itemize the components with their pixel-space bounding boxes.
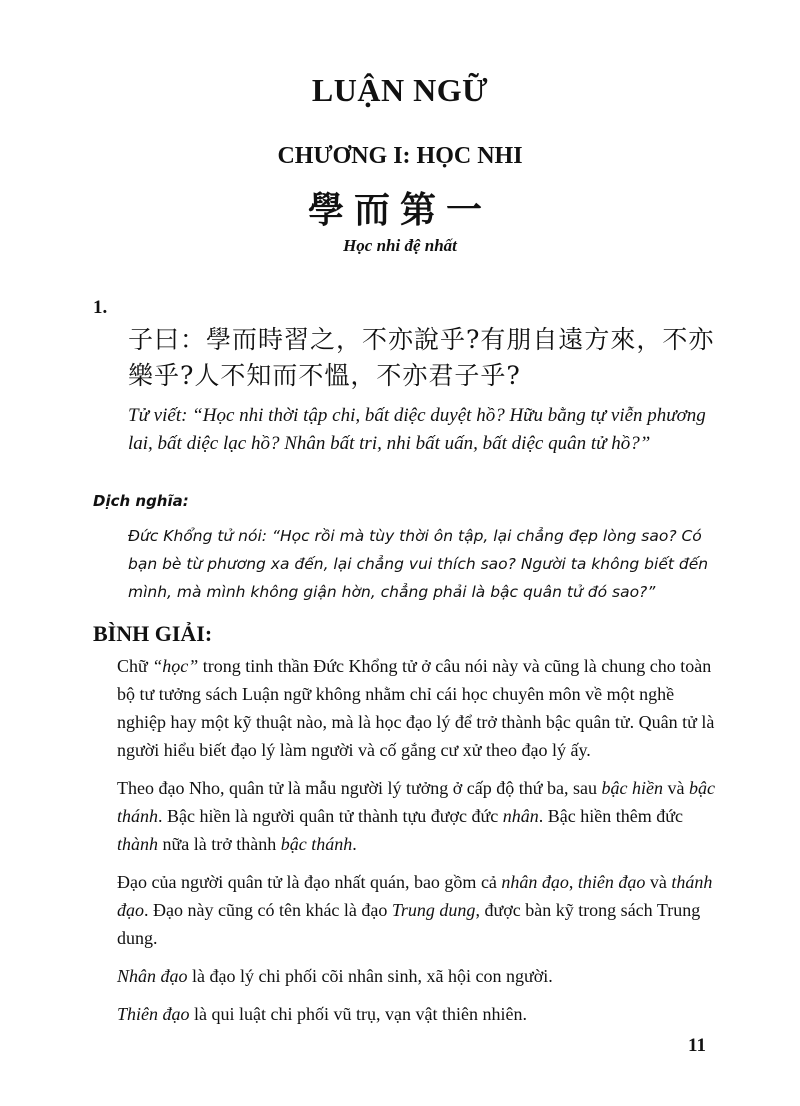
commentary-heading: BÌNH GIẢI: bbox=[93, 621, 213, 646]
chapter-title: CHƯƠNG I: HỌC NHI bbox=[277, 143, 523, 169]
verse-transliteration: Tử viết: “Học nhi thời tập chi, bất diệc duyệt hồ? Hữu bằng tự viễn phương lai, bất diệc lạc hồ? Nhân bất tri, nhi bất uấn, bất diệc quân tử hồ?” bbox=[128, 405, 706, 454]
verse-hanzi-line: 樂乎?人不知而不慍，不亦君子乎? bbox=[128, 361, 521, 390]
commentary-paragraph: Theo đạo Nho, quân tử là mẫu người lý tưởng ở cấp độ thứ ba, sau bậc hiền và bậc thánh. Bậc hiền là người quân tử thành tựu được đức nhân. Bậc hiền thêm đức thành nữa là trở thành bậc thánh. bbox=[117, 778, 715, 854]
translation-text: Đức Khổng tử nói: “Học rồi mà tùy thời ôn tập, lại chẳng đẹp lòng sao? Có bạn bè từ phương xa đến, lại chẳng vui thích sao? Người ta không biết đến mình, mà mình không giận hờn, chẳng phải là bậc quân tử đó sao?” bbox=[128, 527, 709, 601]
verse-hanzi-line: 子曰：學而時習之，不亦說乎?有朋自遠方來，不亦 bbox=[128, 325, 715, 354]
commentary-paragraph: Thiên đạo là qui luật chi phối vũ trụ, vạn vật thiên nhiên. bbox=[117, 1004, 527, 1024]
verse-number: 1. bbox=[93, 297, 108, 318]
translation-label: Dịch nghĩa: bbox=[93, 492, 189, 510]
commentary-paragraph: Đạo của người quân tử là đạo nhất quán, bao gồm cả nhân đạo, thiên đạo và thánh đạo. Đạo này cũng có tên khác là đạo Trung dung, được bàn kỹ trong sách Trung dung. bbox=[117, 872, 713, 948]
chapter-title-reading: Học nhi đệ nhất bbox=[343, 236, 457, 255]
book-title: LUẬN NGỮ bbox=[311, 72, 489, 108]
commentary-paragraph: Nhân đạo là đạo lý chi phối cõi nhân sinh, xã hội con người. bbox=[117, 966, 553, 986]
verse-hanzi bbox=[128, 322, 728, 394]
chapter-title-hanzi: 學而第一 bbox=[307, 189, 492, 231]
commentary-body bbox=[117, 652, 721, 1038]
commentary-paragraph: Chữ “học” trong tinh thần Đức Khổng tử ở câu nói này và cũng là chung cho toàn bộ tư tưởng sách Luận ngữ không nhằm chỉ cái học chuyên môn về một nghề nghiệp hay một kỹ thuật nào, mà là học đạo lý để trở thành bậc quân tử. Quân tử là người hiểu biết đạo lý làm người và cố gắng cư xử theo đạo lý ấy. bbox=[117, 656, 715, 760]
page-number: 11 bbox=[688, 1035, 706, 1056]
